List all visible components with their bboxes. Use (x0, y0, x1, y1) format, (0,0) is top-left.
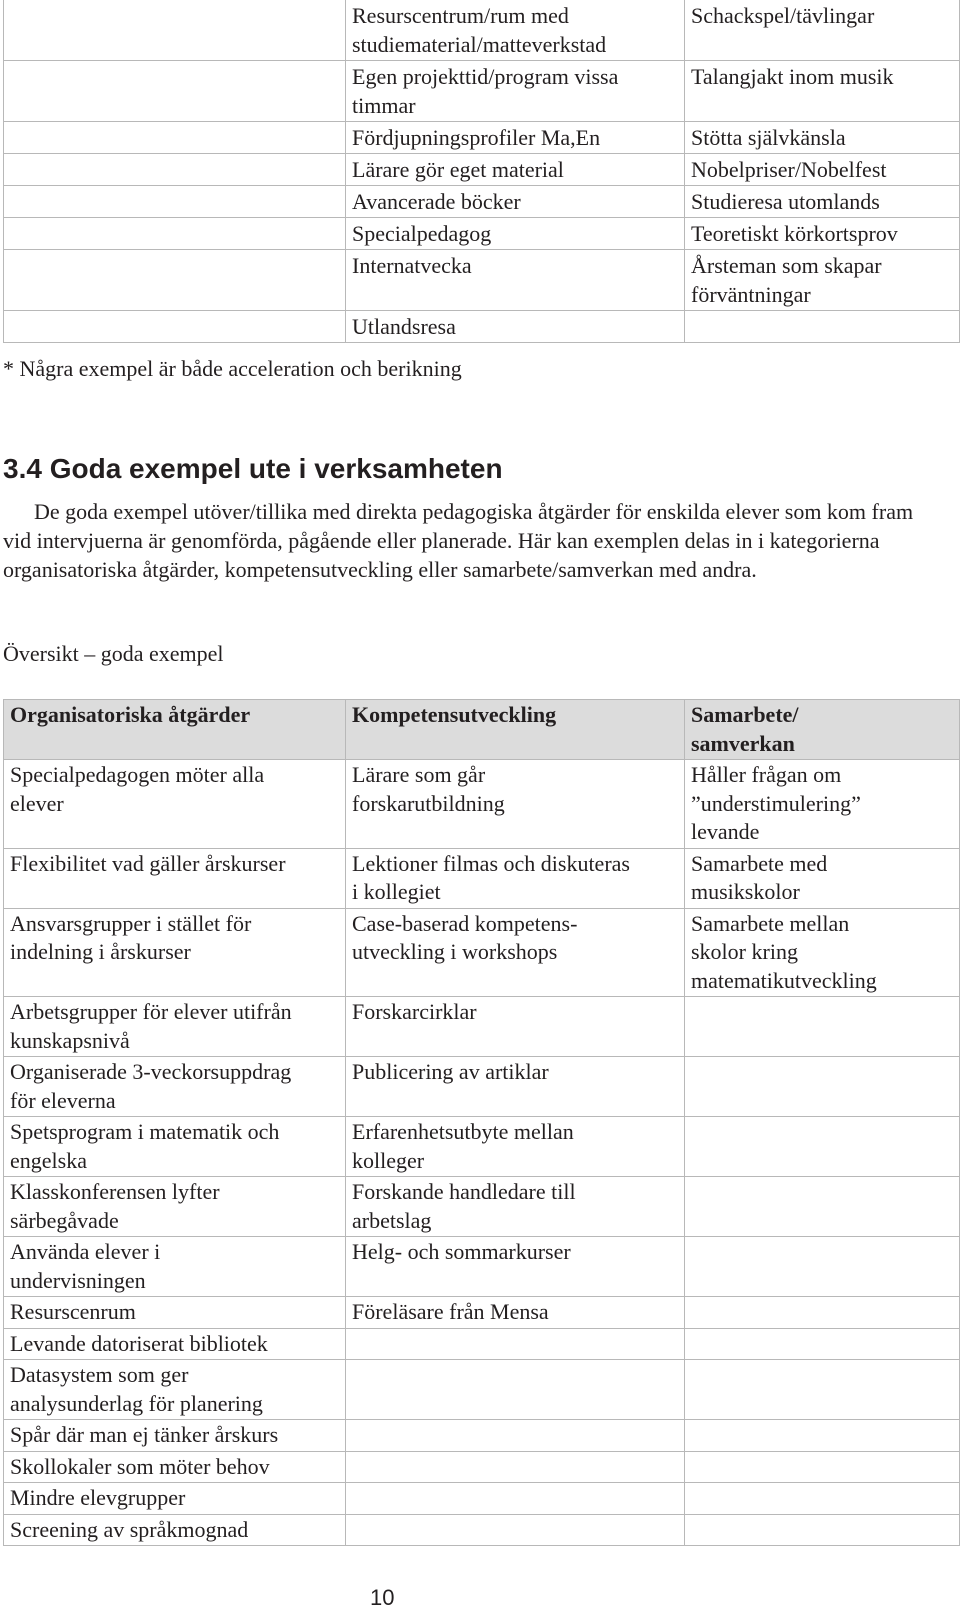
table-cell (4, 760, 346, 849)
examples-table-body (4, 760, 960, 1546)
table-cell (4, 0, 346, 61)
table-cell (685, 0, 960, 61)
cell-line: Case-baserad kompetens- (352, 910, 578, 936)
cell-line (352, 1453, 684, 1482)
table-cell (4, 1057, 346, 1117)
cell-line: Använda elever i (10, 1239, 161, 1264)
top-table-row (4, 311, 960, 343)
table-cell (685, 848, 960, 908)
table-cell (4, 1117, 346, 1177)
table-cell (685, 908, 960, 997)
cell-line (691, 1330, 959, 1359)
table-cell (685, 186, 960, 218)
table-cell (4, 997, 346, 1057)
top-table-row (4, 122, 960, 154)
cell-line (352, 1330, 684, 1359)
cell-line: Schackspel/tävlingar (691, 3, 875, 28)
cell-line: Screening av språkmognad (10, 1516, 249, 1542)
cell-line: särbegåvade (10, 1207, 119, 1233)
table-row (4, 1420, 960, 1452)
cell-line: Årsteman som skapar (691, 253, 882, 278)
table-cell (346, 1297, 685, 1329)
cell-line: Organiserade 3-veckorsuppdrag (10, 1059, 292, 1084)
table-cell (685, 1177, 960, 1237)
cell-line: kunskapsnivå (10, 1027, 130, 1053)
cell-line: Specialpedagog (352, 221, 492, 246)
cell-line: skolor kring (691, 939, 798, 964)
cell-line: indelning i årskurser (10, 939, 191, 964)
table-row (4, 1451, 960, 1483)
table-row (4, 908, 960, 997)
cell-line: Datasystem som ger (10, 1362, 189, 1387)
examples-header-row (4, 700, 960, 760)
table-cell (4, 1483, 346, 1515)
cell-line: Utlandsresa (352, 314, 456, 339)
table-cell (4, 1420, 346, 1452)
table-cell (685, 122, 960, 154)
top-table-row (4, 250, 960, 311)
table-row (4, 1057, 960, 1117)
table-cell (685, 1514, 960, 1546)
table-cell (346, 760, 685, 849)
top-table-row (4, 186, 960, 218)
cell-line (691, 1058, 959, 1087)
table-cell (4, 154, 346, 186)
table-cell (346, 122, 685, 154)
table-row (4, 1177, 960, 1237)
cell-line: elever (10, 790, 64, 816)
cell-line: Håller frågan om (691, 762, 842, 787)
table-row (4, 1483, 960, 1515)
cell-line: Stötta självkänsla (691, 125, 846, 150)
table-cell (346, 154, 685, 186)
table-cell (346, 1483, 685, 1515)
cell-line (691, 1516, 959, 1545)
table-cell (4, 122, 346, 154)
cell-line (691, 1238, 959, 1267)
cell-line: Organisatoriska åtgärder (10, 702, 251, 727)
table-cell (4, 1237, 346, 1297)
cell-line: analysunderlag för planering (10, 1390, 263, 1416)
cell-line: kolleger (352, 1147, 425, 1173)
table-cell (346, 908, 685, 997)
cell-line: Lärare gör eget material (352, 157, 564, 182)
table-cell (346, 1117, 685, 1177)
cell-line (691, 1178, 959, 1207)
table-cell (346, 1360, 685, 1420)
table-cell (4, 218, 346, 250)
cell-line: Fördjupningsprofiler Ma,En (352, 125, 601, 150)
cell-line (691, 1421, 959, 1450)
table-row (4, 1360, 960, 1420)
cell-line: Spetsprogram i matematik och (10, 1119, 280, 1144)
section-heading: 3.4 Goda exempel ute i verksamheten (3, 453, 503, 484)
table-row (4, 848, 960, 908)
table-cell (346, 311, 685, 343)
table-cell (685, 61, 960, 122)
table-cell (685, 218, 960, 250)
cell-line: Föreläsare från Mensa (352, 1299, 549, 1324)
table-cell (685, 1420, 960, 1452)
table-row (4, 1237, 960, 1297)
table-row (4, 1328, 960, 1360)
cell-line: Specialpedagogen möter alla (10, 762, 265, 787)
cell-line: Publicering av artiklar (352, 1059, 549, 1084)
table-cell (4, 1177, 346, 1237)
cell-line: Talangjakt inom musik (691, 64, 894, 89)
cell-line: samverkan (691, 730, 795, 756)
table-cell (346, 1328, 685, 1360)
cell-line: undervisningen (10, 1267, 146, 1293)
table-cell (685, 1117, 960, 1177)
table-cell (685, 1297, 960, 1329)
cell-line (691, 1484, 959, 1513)
cell-line (352, 1421, 684, 1450)
table-cell (346, 997, 685, 1057)
cell-line: Flexibilitet vad gäller årskurser (10, 850, 286, 876)
table-cell (346, 186, 685, 218)
table-row (4, 1297, 960, 1329)
table-cell (346, 61, 685, 122)
cell-line: Lärare som går (352, 762, 486, 787)
table-cell (4, 311, 346, 343)
cell-line: Teoretiskt körkortsprov (691, 221, 898, 246)
cell-line: Samarbete mellan (691, 910, 850, 936)
column-header (346, 700, 685, 760)
cell-line: Kompetensutveckling (352, 702, 557, 727)
cell-line: Resurscentrum/rum med (352, 3, 569, 28)
cell-line: Nobelpriser/Nobelfest (691, 157, 887, 182)
cell-line: Forskande handledare till (352, 1179, 576, 1204)
table-cell (346, 0, 685, 61)
table-cell (685, 311, 960, 343)
top-table (3, 0, 960, 343)
table-cell (685, 1360, 960, 1420)
table-cell (346, 1237, 685, 1297)
top-table-row (4, 0, 960, 61)
cell-line: Lektioner filmas och diskuteras (352, 850, 630, 876)
cell-line: studiematerial/matteverkstad (352, 32, 607, 57)
cell-line: Internatvecka (352, 253, 472, 278)
table-cell (685, 154, 960, 186)
cell-line (691, 1118, 959, 1147)
top-table-row (4, 154, 960, 186)
table-cell (4, 1328, 346, 1360)
cell-line: i kollegiet (352, 879, 441, 904)
cell-line: Arbetsgrupper för elever utifrån (10, 999, 292, 1024)
cell-line: Egen projekttid/program vissa (352, 64, 619, 89)
examples-table (3, 699, 960, 1546)
table-cell (346, 1057, 685, 1117)
table-cell (4, 1297, 346, 1329)
table-cell (4, 848, 346, 908)
cell-line: matematikutveckling (691, 967, 877, 993)
table-cell (4, 908, 346, 997)
cell-line: Spår där man ej tänker årskurs (10, 1422, 279, 1447)
table-cell (346, 1177, 685, 1237)
table-cell (346, 1420, 685, 1452)
cell-line: Klasskonferensen lyfter (10, 1179, 220, 1204)
footnote: * Några exempel är både acceleration och berikning (3, 356, 462, 381)
column-header (685, 700, 960, 760)
table-cell (685, 760, 960, 849)
column-header (4, 700, 346, 760)
cell-line: timmar (352, 93, 416, 118)
cell-line (691, 1298, 959, 1327)
cell-line: Forskarcirklar (352, 999, 477, 1024)
cell-line: Ansvarsgrupper i stället för (10, 910, 252, 936)
table-cell (685, 250, 960, 311)
table-cell (685, 997, 960, 1057)
cell-line: för eleverna (10, 1087, 116, 1113)
table-cell (4, 1360, 346, 1420)
cell-line (352, 1361, 684, 1390)
table-cell (4, 250, 346, 311)
top-table-body (4, 0, 960, 343)
cell-line (691, 998, 959, 1027)
table-cell (346, 250, 685, 311)
table-cell (346, 1514, 685, 1546)
cell-line: forskarutbildning (352, 790, 505, 816)
cell-line (352, 1484, 684, 1513)
table-cell (685, 1451, 960, 1483)
table-cell (4, 61, 346, 122)
top-table-row (4, 218, 960, 250)
cell-line: Samarbete/ (691, 702, 799, 727)
cell-line: Samarbete med (691, 850, 828, 876)
table-cell (685, 1237, 960, 1297)
table-row (4, 760, 960, 849)
cell-line: engelska (10, 1147, 87, 1173)
table-row (4, 1514, 960, 1546)
table-cell (346, 848, 685, 908)
cell-line: Avancerade böcker (352, 189, 521, 214)
cell-line: arbetslag (352, 1207, 432, 1233)
table-cell (346, 1451, 685, 1483)
cell-line: Studieresa utomlands (691, 189, 880, 214)
table-cell (685, 1328, 960, 1360)
cell-line: levande (691, 819, 760, 844)
cell-line: musikskolor (691, 879, 800, 904)
cell-line (691, 1453, 959, 1482)
cell-line: Levande datoriserat bibliotek (10, 1330, 268, 1356)
table-row (4, 1117, 960, 1177)
examples-table-head (4, 700, 960, 760)
cell-line (691, 312, 959, 341)
table-cell (346, 218, 685, 250)
top-table-row (4, 61, 960, 122)
page-number: 10 (370, 1585, 395, 1610)
table-cell (685, 1483, 960, 1515)
overview-label: Översikt – goda exempel (3, 641, 224, 666)
cell-line: Erfarenhetsutbyte mellan (352, 1119, 574, 1144)
table-cell (4, 186, 346, 218)
cell-line: Helg- och sommarkurser (352, 1239, 571, 1264)
cell-line: förväntningar (691, 282, 811, 307)
cell-line: Resurscenrum (10, 1299, 136, 1324)
table-row (4, 997, 960, 1057)
cell-line: Skollokaler som möter behov (10, 1453, 270, 1479)
table-cell (4, 1451, 346, 1483)
cell-line (691, 1361, 959, 1390)
cell-line: Mindre elevgrupper (10, 1485, 186, 1510)
table-cell (4, 1514, 346, 1546)
table-cell (685, 1057, 960, 1117)
section-body: De goda exempel utöver/tillika med direkta pedagogiska åtgärder för enskilda elever som kom fram vid intervjuerna är genomförda, pågående eller planerade. Här kan exemplen delas in i kategorierna organisatoriska åtgärder, kompetensutveckling eller samarbete/samverkan med andra. (3, 499, 914, 583)
cell-line: utveckling i workshops (352, 939, 558, 964)
cell-line: ”understimulering” (691, 790, 861, 816)
cell-line (352, 1516, 684, 1545)
